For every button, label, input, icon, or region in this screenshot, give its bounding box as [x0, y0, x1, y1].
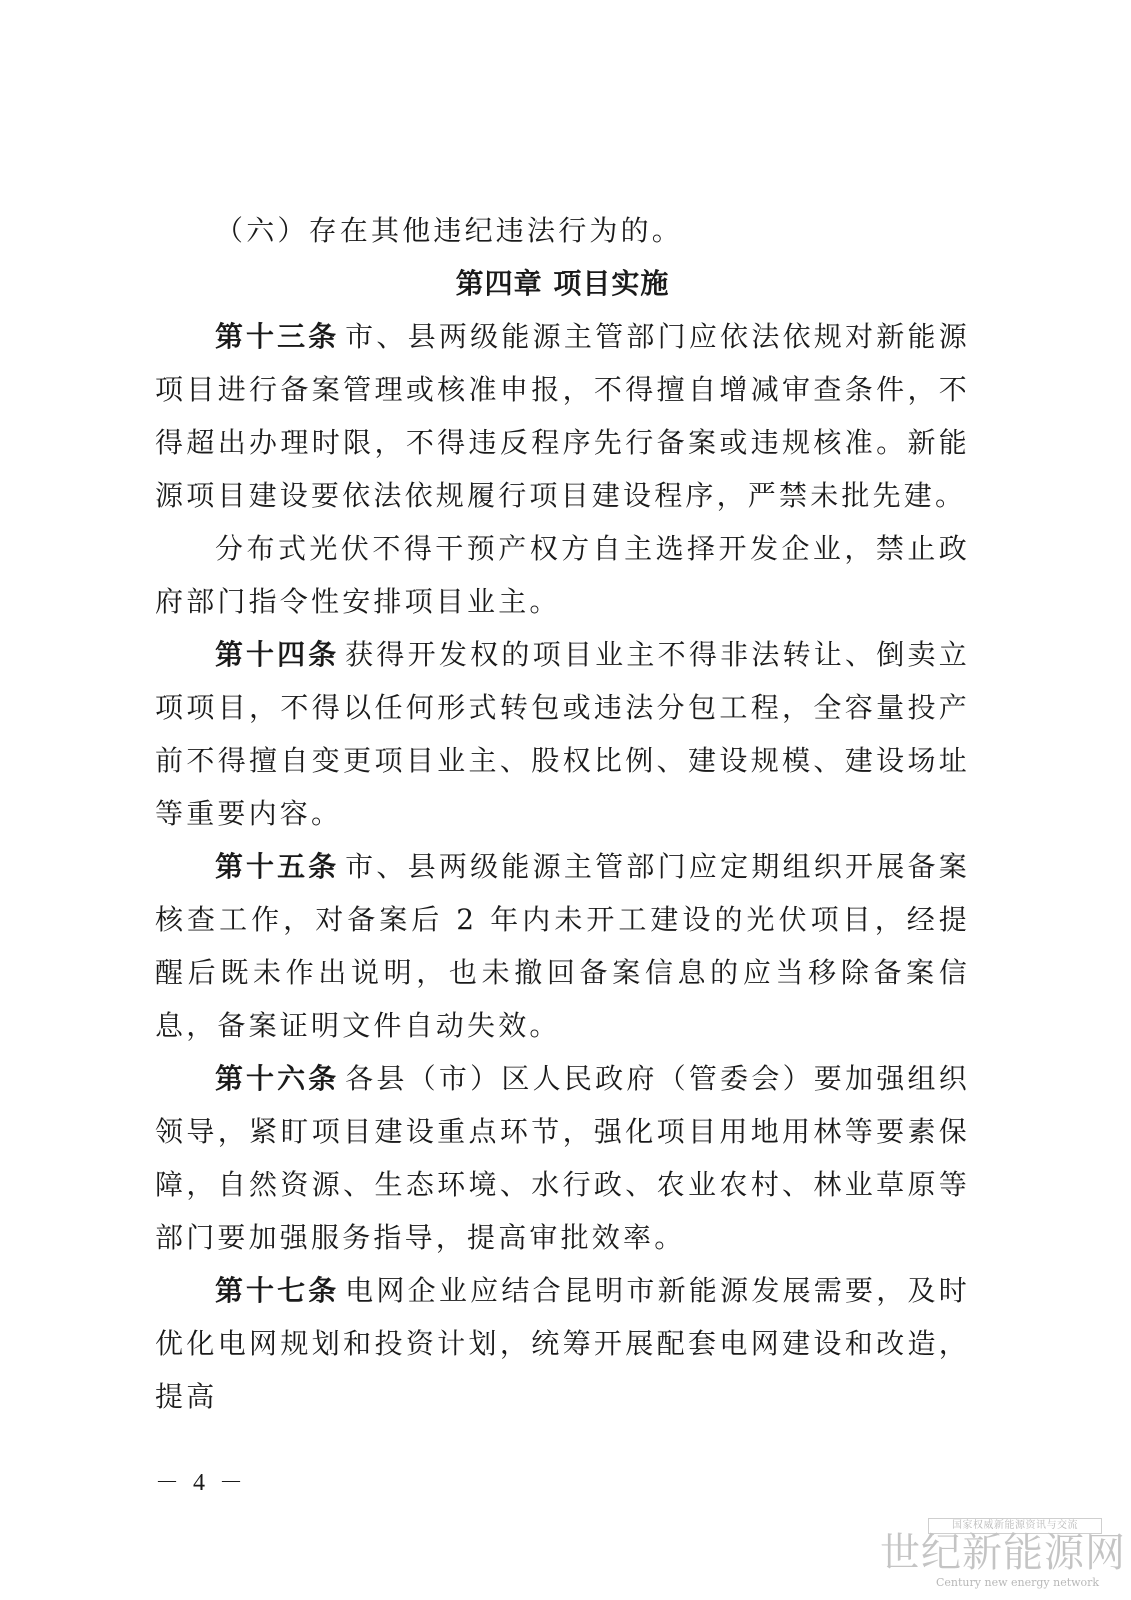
document-body — [155, 204, 970, 1423]
watermark-tagline: 国家权威新能源资讯与交流 — [928, 1518, 1102, 1534]
article-text: 电网企业应结合昆明市新能源发展需要，及时优化电网规划和投资计划，统筹开展配套电网建设和改造，提高 — [155, 1274, 970, 1413]
watermark-logo — [880, 1518, 1126, 1590]
paragraph-text: 分布式光伏不得干预产权方自主选择开发企业，禁止政府部门指令性安排项目业主。 — [155, 532, 970, 618]
article-text: 市、县两级能源主管部门应依法依规对新能源项目进行备案管理或核准申报，不得擅自增减审查条件，不得超出办理时限，不得违反程序先行备案或违规核准。新能源项目建设要依法依规履行项目建设程序，严禁未批先建。 — [155, 320, 970, 512]
article-text: 各县（市）区人民政府（管委会）要加强组织领导，紧盯项目建设重点环节，强化项目用地用林等要素保障，自然资源、生态环境、水行政、农业农村、林业草原等部门要加强服务指导，提高审批效率。 — [155, 1062, 970, 1254]
paragraph-item-six — [155, 204, 970, 257]
watermark-logo-text: 世纪新能源网 — [880, 1530, 1126, 1576]
article-14 — [155, 628, 970, 840]
page-number: － 4 － — [155, 1470, 247, 1496]
article-label: 第十七条 — [215, 1274, 340, 1307]
chapter-heading-text: 第四章 项目实施 — [455, 267, 670, 300]
watermark-english-text: Century new energy network — [936, 1576, 1100, 1589]
article-17 — [155, 1264, 970, 1423]
article-label: 第十六条 — [215, 1062, 340, 1095]
article-text: 获得开发权的项目业主不得非法转让、倒卖立项项目，不得以任何形式转包或违法分包工程，全容量投产前不得擅自变更项目业主、股权比例、建设规模、建设场址等重要内容。 — [155, 638, 970, 830]
article-label: 第十三条 — [215, 320, 340, 353]
paragraph-distributed-pv — [155, 522, 970, 628]
article-15 — [155, 840, 970, 1052]
article-13 — [155, 310, 970, 522]
paragraph-text: （六）存在其他违纪违法行为的。 — [215, 214, 684, 247]
chapter-heading — [155, 257, 970, 310]
article-16 — [155, 1052, 970, 1264]
article-text: 市、县两级能源主管部门应定期组织开展备案核查工作，对备案后 2 年内未开工建设的光伏项目，经提醒后既未作出说明，也未撤回备案信息的应当移除备案信息，备案证明文件自动失效。 — [155, 850, 970, 1042]
article-label: 第十五条 — [215, 850, 340, 883]
article-label: 第十四条 — [215, 638, 340, 671]
